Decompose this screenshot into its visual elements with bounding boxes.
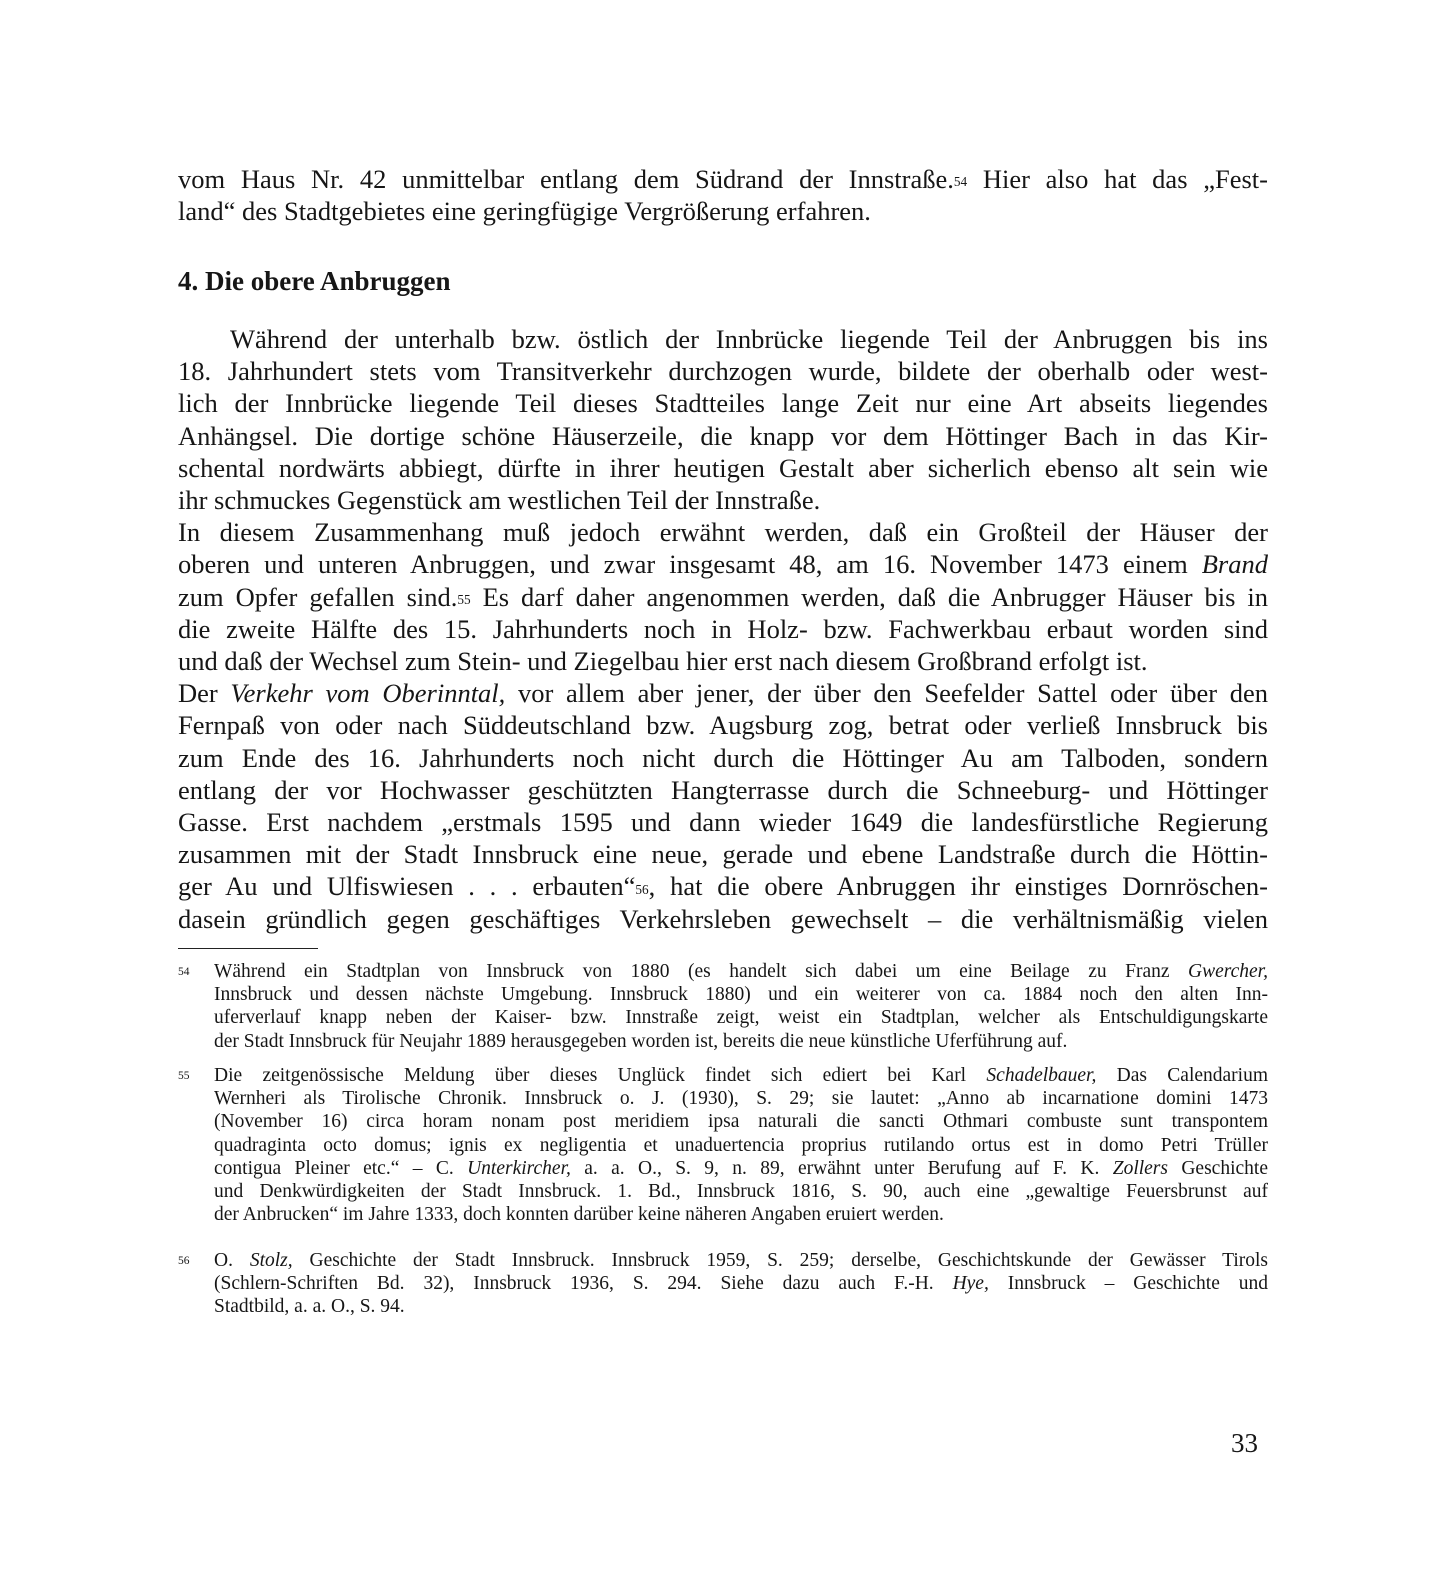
text-line: lich der Innbrücke liegende Teil dieses Stadtteiles lange Zeit nur eine Art abseits liegendes [178, 388, 1268, 419]
text-line: Anhängsel. Die dortige schöne Häuserzeile, die knapp vor dem Höttinger Bach in das Kir- [178, 420, 1268, 451]
italic-name: Schadelbauer, [986, 1065, 1097, 1086]
text-line: Stadtbild, a. a. O., S. 94. [214, 1296, 405, 1318]
italic-term: Verkehr vom Oberinntal, [230, 678, 506, 709]
body-paragraph [178, 323, 1268, 935]
text-line: die zweite Hälfte des 15. Jahrhunderts noch in Holz- bzw. Fachwerkbau erbaut worden sind [178, 613, 1268, 644]
text-line: land“ des Stadtgebietes eine geringfügige Vergrößerung erfahren. [178, 196, 871, 227]
text-span: Während ein Stadtplan von Innsbruck von 1880 (es handelt sich dabei um eine Beilage zu Franz [214, 961, 1189, 982]
text-line: dasein gründlich gegen geschäftiges Verkehrsleben gewechselt – die verhältnismäßig vielen [178, 903, 1268, 934]
text-span: Es darf daher angenommen werden, daß die Anbrugger Häuser bis in [470, 581, 1268, 612]
text-line [178, 581, 1268, 613]
text-line: entlang der vor Hochwasser geschützten Hangterrasse durch die Schneeburg- und Höttinger [178, 774, 1268, 805]
text-span: Die zeitgenössische Meldung über dieses Unglück findet sich ediert bei Karl [214, 1065, 987, 1086]
text-line: Während der unterhalb bzw. östlich der Innbrücke liegende Teil der Anbruggen bis ins [230, 324, 1268, 354]
footnote-ref-56: 56 [635, 881, 649, 897]
book-page [178, 0, 1268, 1575]
text-line: der Anbrucken“ im Jahre 1333, doch konnten darüber keine näheren Angaben eruiert werden. [214, 1204, 944, 1226]
text-line: 18. Jahrhundert stets vom Transitverkehr durchzogen wurde, bildete der oberhalb oder west- [178, 356, 1268, 387]
text-line [214, 1249, 1268, 1272]
text-span: vor allem aber jener, der über den Seefelder Sattel oder über den [505, 678, 1268, 709]
italic-term: Brand [1201, 549, 1268, 580]
text-span: a. a. O., S. 9, n. 89, erwähnt unter Berufung auf F. K. [570, 1157, 1113, 1179]
section-heading: 4. Die obere Anbruggen [178, 266, 451, 296]
italic-name: Zollers [1112, 1157, 1168, 1179]
text-span: oberen und unteren Anbruggen, und zwar insgesamt 48, am 16. November 1473 einem [178, 549, 1188, 580]
text-line: ihr schmuckes Gegenstück am westlichen Teil der Innstraße. [178, 485, 821, 516]
text-line [178, 677, 1268, 709]
footnote-number: 55 [178, 1070, 190, 1082]
text-span: (Schlern-Schriften Bd. 32), Innsbruck 1936, S. 294. Siehe dazu auch F.-H. [214, 1273, 953, 1295]
text-span: Das Calendarium [1096, 1065, 1268, 1086]
text-line: (November 16) circa horam nonam post meridiem ipsa naturali die sancti Othmari combuste sunt transpontem [214, 1111, 1268, 1133]
footnote-ref-55: 55 [457, 591, 471, 607]
text-line: Fernpaß von oder nach Süddeutschland bzw. Augsburg zog, betrat oder verließ Innsbruck bis [178, 710, 1268, 741]
footnote-divider [178, 948, 318, 949]
text-line: Innsbruck und dessen nächste Umgebung. Innsbruck 1880) und ein weiterer von ca. 1884 noch den alten Inn- [214, 984, 1268, 1006]
text-line: Wernheri als Tirolische Chronik. Innsbruck o. J. (1930), S. 29; sie lautet: „Anno ab incarnatione domini 1473 [214, 1088, 1268, 1110]
text-line: und Denkwürdigkeiten der Stadt Innsbruck. 1. Bd., Innsbruck 1816, S. 90, auch eine „gewaltige Feuersbrunst auf [214, 1181, 1268, 1203]
text-line: In diesem Zusammenhang muß jedoch erwähnt werden, daß ein Großteil der Häuser der [178, 517, 1268, 548]
text-line [214, 1272, 1268, 1295]
footnote-number: 54 [178, 966, 190, 978]
italic-name: Unterkircher, [467, 1157, 571, 1179]
footnote-body [214, 960, 1268, 1053]
italic-name: Gwercher, [1188, 961, 1268, 982]
text-line: zum Ende des 16. Jahrhunderts noch nicht durch die Höttinger Au am Talboden, sondern [178, 742, 1268, 773]
text-line: Gasse. Erst nachdem „erstmals 1595 und dann wieder 1649 die landesfürstliche Regierung [178, 807, 1268, 838]
text-line [178, 870, 1268, 902]
text-line [178, 548, 1268, 580]
text-line [178, 163, 1268, 195]
text-span: Innsbruck – Geschichte und [988, 1273, 1268, 1295]
footnote-number: 56 [178, 1255, 190, 1267]
text-line: uferverlauf knapp neben der Kaiser- bzw. Innstraße zeigt, weist ein Stadtplan, welcher als Entschuldigungskarte [214, 1007, 1268, 1029]
italic-name: Stolz, [249, 1250, 293, 1271]
text-line: zusammen mit der Stadt Innsbruck eine neue, gerade und ebene Landstraße durch die Höttin- [178, 839, 1268, 870]
intro-paragraph [178, 163, 1268, 227]
text-span: Hier also hat das „Fest- [967, 164, 1268, 194]
italic-name: Hye, [952, 1273, 989, 1295]
text-span: ger Au und Ulfiswiesen . . . erbauten“ [178, 871, 636, 902]
text-line: der Stadt Innsbruck für Neujahr 1889 herausgegeben worden ist, bereits die neue künstliche Uferführung auf. [214, 1030, 1068, 1052]
text-span: zum Opfer gefallen sind. [178, 581, 458, 612]
text-line: schental nordwärts abbiegt, dürfte in ihrer heutigen Gestalt aber sicherlich ebenso alt sein wie [178, 452, 1268, 483]
footnote-body [214, 1249, 1268, 1319]
text-line: quadraginta octo domus; ignis ex negligentia et unaduertencia proprius rutilando ortus est in domo Petri Trüller [214, 1134, 1268, 1156]
text-span: vom Haus Nr. 42 unmittelbar entlang dem Südrand der Innstraße. [178, 164, 954, 194]
text-span: Geschichte [1167, 1157, 1268, 1179]
text-line: und daß der Wechsel zum Stein- und Ziegelbau hier erst nach diesem Großbrand erfolgt ist. [178, 646, 1148, 677]
text-line [214, 1157, 1268, 1180]
text-line [214, 960, 1268, 983]
page-number: 33 [1231, 1428, 1258, 1458]
footnote-body [214, 1064, 1268, 1226]
text-line [214, 1064, 1268, 1087]
text-span: Der [178, 678, 231, 709]
text-span: Geschichte der Stadt Innsbruck. Innsbruck 1959, S. 259; derselbe, Geschichtskunde der Gewässer Tirols [292, 1250, 1268, 1271]
text-span: O. [214, 1250, 250, 1271]
footnote-ref-54: 54 [953, 174, 968, 190]
text-span: , hat die obere Anbruggen ihr einstiges Dornröschen- [648, 871, 1268, 902]
text-span: contigua Pleiner etc.“ – C. [214, 1157, 468, 1179]
